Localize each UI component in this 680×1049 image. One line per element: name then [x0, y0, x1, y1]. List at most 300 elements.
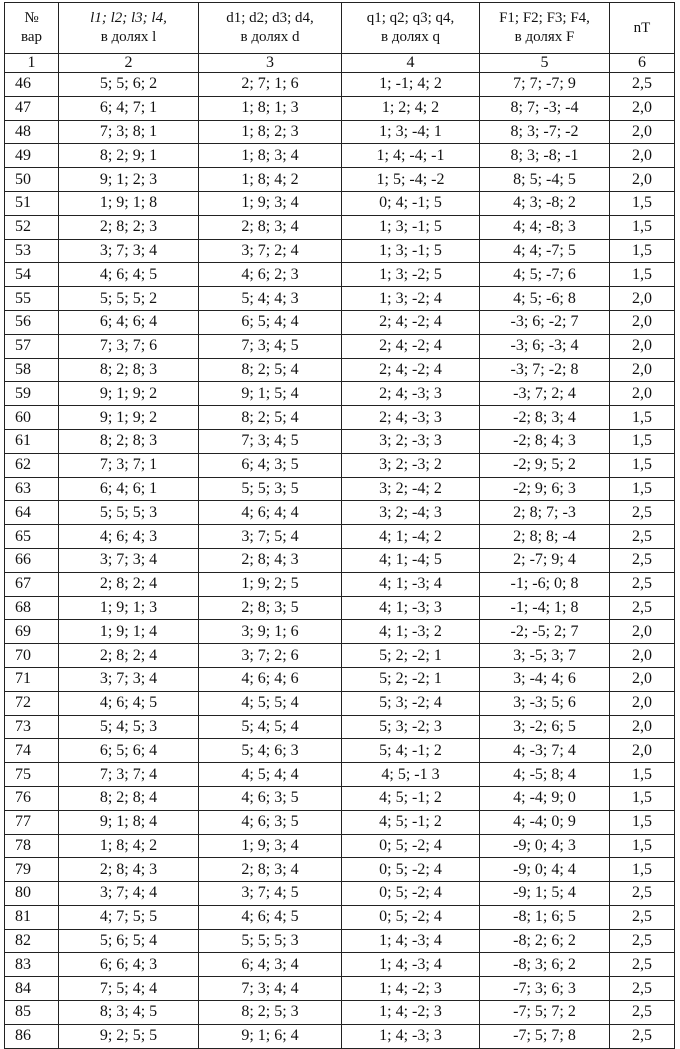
cell-distributed-loads: 2; 4; -3; 3	[342, 382, 480, 406]
cell-variant-number: 62	[5, 453, 59, 477]
cell-lengths: 9; 1; 2; 3	[59, 168, 199, 192]
cell-forces: -9; 1; 5; 4	[480, 882, 610, 906]
cell-forces: -3; 6; -2; 7	[480, 310, 610, 334]
cell-safety-factor: 2,5	[610, 572, 675, 596]
table-row	[5, 1001, 675, 1025]
cell-distributed-loads: 1; 3; -2; 4	[342, 287, 480, 311]
cell-variant-number: 61	[5, 429, 59, 453]
cell-distributed-loads: 4; 1; -3; 3	[342, 596, 480, 620]
table-row	[5, 525, 675, 549]
table-row	[5, 263, 675, 287]
cell-safety-factor: 1,5	[610, 453, 675, 477]
cell-distributed-loads: 1; 4; -2; 3	[342, 1001, 480, 1025]
cell-lengths: 7; 5; 4; 4	[59, 977, 199, 1001]
cell-diameters: 5; 5; 5; 3	[199, 929, 342, 953]
cell-forces: -2; 9; 5; 2	[480, 453, 610, 477]
cell-diameters: 1; 9; 3; 4	[199, 834, 342, 858]
column-number: 1	[5, 54, 59, 73]
cell-safety-factor: 1,5	[610, 810, 675, 834]
cell-lengths: 1; 9; 1; 8	[59, 191, 199, 215]
table-row	[5, 858, 675, 882]
cell-forces: -3; 6; -3; 4	[480, 334, 610, 358]
cell-forces: 3; -3; 5; 6	[480, 691, 610, 715]
cell-diameters: 8; 2; 5; 3	[199, 1001, 342, 1025]
table-row	[5, 810, 675, 834]
cell-variant-number: 85	[5, 1001, 59, 1025]
cell-forces: -2; -5; 2; 7	[480, 620, 610, 644]
cell-distributed-loads: 3; 2; -3; 3	[342, 429, 480, 453]
table-row	[5, 953, 675, 977]
cell-safety-factor: 2,0	[610, 144, 675, 168]
cell-forces: -2; 8; 3; 4	[480, 406, 610, 430]
cell-lengths: 4; 7; 5; 5	[59, 905, 199, 929]
cell-diameters: 6; 4; 3; 5	[199, 453, 342, 477]
cell-variant-number: 68	[5, 596, 59, 620]
cell-diameters: 8; 2; 5; 4	[199, 358, 342, 382]
cell-distributed-loads: 2; 4; -3; 3	[342, 406, 480, 430]
cell-forces: -2; 8; 4; 3	[480, 429, 610, 453]
cell-diameters: 2; 8; 3; 5	[199, 596, 342, 620]
cell-variant-number: 60	[5, 406, 59, 430]
cell-diameters: 9; 1; 6; 4	[199, 1024, 342, 1048]
cell-diameters: 4; 6; 4; 4	[199, 501, 342, 525]
header-distributed-loads	[342, 3, 480, 54]
cell-safety-factor: 1,5	[610, 477, 675, 501]
cell-distributed-loads: 0; 4; -1; 5	[342, 191, 480, 215]
cell-lengths: 2; 8; 2; 4	[59, 572, 199, 596]
cell-variant-number: 56	[5, 310, 59, 334]
cell-variant-number: 55	[5, 287, 59, 311]
cell-safety-factor: 2,5	[610, 1024, 675, 1048]
table-row	[5, 168, 675, 192]
cell-forces: 4; 3; -8; 2	[480, 191, 610, 215]
cell-safety-factor: 2,0	[610, 667, 675, 691]
cell-safety-factor: 2,0	[610, 739, 675, 763]
cell-safety-factor: 2,5	[610, 953, 675, 977]
cell-forces: 2; 8; 7; -3	[480, 501, 610, 525]
cell-variant-number: 53	[5, 239, 59, 263]
cell-lengths: 4; 6; 4; 5	[59, 263, 199, 287]
cell-forces: 2; -7; 9; 4	[480, 548, 610, 572]
cell-lengths: 7; 3; 7; 6	[59, 334, 199, 358]
table-header	[5, 3, 675, 73]
cell-lengths: 6; 4; 6; 1	[59, 477, 199, 501]
cell-distributed-loads: 1; 2; 4; 2	[342, 96, 480, 120]
cell-diameters: 4; 6; 3; 5	[199, 786, 342, 810]
cell-variant-number: 57	[5, 334, 59, 358]
cell-diameters: 4; 5; 5; 4	[199, 691, 342, 715]
cell-distributed-loads: 0; 5; -2; 4	[342, 882, 480, 906]
cell-lengths: 6; 5; 6; 4	[59, 739, 199, 763]
table-row	[5, 501, 675, 525]
cell-safety-factor: 1,5	[610, 239, 675, 263]
cell-variant-number: 72	[5, 691, 59, 715]
cell-forces: 4; 5; -7; 6	[480, 263, 610, 287]
cell-distributed-loads: 3; 2; -3; 2	[342, 453, 480, 477]
cell-safety-factor: 2,0	[610, 382, 675, 406]
cell-diameters: 3; 7; 2; 6	[199, 644, 342, 668]
cell-distributed-loads: 2; 4; -2; 4	[342, 334, 480, 358]
cell-diameters: 2; 8; 3; 4	[199, 215, 342, 239]
table-row	[5, 477, 675, 501]
cell-distributed-loads: 2; 4; -2; 4	[342, 358, 480, 382]
cell-variant-number: 46	[5, 73, 59, 97]
cell-forces: 7; 7; -7; 9	[480, 73, 610, 97]
cell-safety-factor: 2,5	[610, 525, 675, 549]
cell-distributed-loads: 1; 5; -4; -2	[342, 168, 480, 192]
table-row	[5, 287, 675, 311]
cell-lengths: 5; 5; 6; 2	[59, 73, 199, 97]
table-row	[5, 905, 675, 929]
header-diameters-line2: в долях d	[240, 29, 300, 45]
header-forces	[480, 3, 610, 54]
cell-safety-factor: 2,5	[610, 882, 675, 906]
cell-safety-factor: 2,0	[610, 715, 675, 739]
cell-variant-number: 48	[5, 120, 59, 144]
cell-forces: 2; 8; 8; -4	[480, 525, 610, 549]
cell-distributed-loads: 1; 3; -1; 5	[342, 239, 480, 263]
cell-distributed-loads: 0; 5; -2; 4	[342, 858, 480, 882]
cell-variant-number: 47	[5, 96, 59, 120]
cell-lengths: 3; 7; 3; 4	[59, 548, 199, 572]
cell-diameters: 1; 8; 3; 4	[199, 144, 342, 168]
cell-safety-factor: 2,0	[610, 310, 675, 334]
cell-diameters: 1; 9; 2; 5	[199, 572, 342, 596]
table-row	[5, 882, 675, 906]
cell-distributed-loads: 1; 4; -2; 3	[342, 977, 480, 1001]
table-row	[5, 191, 675, 215]
cell-diameters: 1; 8; 2; 3	[199, 120, 342, 144]
table-row	[5, 572, 675, 596]
cell-diameters: 5; 4; 5; 4	[199, 715, 342, 739]
cell-safety-factor: 2,0	[610, 691, 675, 715]
cell-distributed-loads: 1; 4; -3; 4	[342, 953, 480, 977]
header-variant-line2: вар	[20, 29, 43, 45]
cell-variant-number: 69	[5, 620, 59, 644]
cell-safety-factor: 1,5	[610, 786, 675, 810]
table-row	[5, 334, 675, 358]
cell-diameters: 7; 3; 4; 4	[199, 977, 342, 1001]
cell-forces: -1; -4; 1; 8	[480, 596, 610, 620]
cell-safety-factor: 1,5	[610, 429, 675, 453]
table-row	[5, 73, 675, 97]
cell-safety-factor: 2,0	[610, 358, 675, 382]
column-number: 5	[480, 54, 610, 73]
variants-table	[4, 2, 675, 1049]
cell-safety-factor: 2,0	[610, 334, 675, 358]
cell-diameters: 7; 3; 4; 5	[199, 334, 342, 358]
cell-variant-number: 49	[5, 144, 59, 168]
cell-distributed-loads: 4; 1; -3; 4	[342, 572, 480, 596]
column-number-row	[5, 54, 675, 73]
cell-safety-factor: 2,0	[610, 644, 675, 668]
cell-forces: 4; -4; 0; 9	[480, 810, 610, 834]
cell-distributed-loads: 5; 2; -2; 1	[342, 667, 480, 691]
cell-diameters: 3; 9; 1; 6	[199, 620, 342, 644]
cell-lengths: 5; 5; 5; 2	[59, 287, 199, 311]
cell-forces: -9; 0; 4; 3	[480, 834, 610, 858]
cell-distributed-loads: 4; 5; -1 3	[342, 763, 480, 787]
cell-lengths: 9; 1; 9; 2	[59, 406, 199, 430]
cell-forces: -8; 2; 6; 2	[480, 929, 610, 953]
table-body	[5, 73, 675, 1049]
cell-lengths: 2; 8; 2; 4	[59, 644, 199, 668]
cell-distributed-loads: 5; 2; -2; 1	[342, 644, 480, 668]
cell-safety-factor: 1,5	[610, 263, 675, 287]
cell-lengths: 2; 8; 2; 3	[59, 215, 199, 239]
table-row	[5, 1024, 675, 1048]
header-diameters-line1: d1; d2; d3; d4,	[226, 10, 314, 26]
cell-variant-number: 83	[5, 953, 59, 977]
cell-lengths: 8; 2; 8; 3	[59, 429, 199, 453]
table-row	[5, 358, 675, 382]
cell-distributed-loads: 5; 3; -2; 3	[342, 715, 480, 739]
cell-variant-number: 65	[5, 525, 59, 549]
cell-diameters: 6; 4; 3; 4	[199, 953, 342, 977]
cell-variant-number: 84	[5, 977, 59, 1001]
cell-safety-factor: 2,5	[610, 596, 675, 620]
cell-variant-number: 77	[5, 810, 59, 834]
cell-forces: -7; 5; 7; 2	[480, 1001, 610, 1025]
table-row	[5, 596, 675, 620]
cell-forces: 4; -3; 7; 4	[480, 739, 610, 763]
table-row	[5, 144, 675, 168]
header-lengths	[59, 3, 199, 54]
cell-forces: 3; -5; 3; 7	[480, 644, 610, 668]
cell-lengths: 1; 8; 4; 2	[59, 834, 199, 858]
table-row	[5, 120, 675, 144]
cell-diameters: 5; 4; 6; 3	[199, 739, 342, 763]
cell-diameters: 9; 1; 5; 4	[199, 382, 342, 406]
cell-safety-factor: 2,5	[610, 73, 675, 97]
column-number: 6	[610, 54, 675, 73]
cell-diameters: 1; 8; 1; 3	[199, 96, 342, 120]
table-row	[5, 239, 675, 263]
header-loads-line1: q1; q2; q3; q4,	[366, 10, 455, 26]
table-row	[5, 310, 675, 334]
cell-distributed-loads: 3; 2; -4; 2	[342, 477, 480, 501]
cell-forces: -7; 3; 6; 3	[480, 977, 610, 1001]
cell-distributed-loads: 0; 5; -2; 4	[342, 905, 480, 929]
cell-forces: -8; 1; 6; 5	[480, 905, 610, 929]
cell-lengths: 7; 3; 7; 4	[59, 763, 199, 787]
cell-variant-number: 59	[5, 382, 59, 406]
header-safety-line1: nT	[633, 19, 651, 36]
cell-safety-factor: 2,0	[610, 120, 675, 144]
cell-variant-number: 58	[5, 358, 59, 382]
cell-forces: -1; -6; 0; 8	[480, 572, 610, 596]
cell-variant-number: 51	[5, 191, 59, 215]
table-row	[5, 406, 675, 430]
cell-variant-number: 75	[5, 763, 59, 787]
table-row	[5, 739, 675, 763]
cell-variant-number: 78	[5, 834, 59, 858]
cell-safety-factor: 2,5	[610, 929, 675, 953]
cell-forces: 8; 5; -4; 5	[480, 168, 610, 192]
cell-distributed-loads: 5; 4; -1; 2	[342, 739, 480, 763]
cell-variant-number: 79	[5, 858, 59, 882]
header-forces-line1: F1; F2; F3; F4,	[499, 10, 590, 26]
cell-diameters: 3; 7; 2; 4	[199, 239, 342, 263]
table-row	[5, 429, 675, 453]
cell-safety-factor: 1,5	[610, 406, 675, 430]
cell-forces: 8; 3; -7; -2	[480, 120, 610, 144]
cell-distributed-loads: 1; 4; -4; -1	[342, 144, 480, 168]
cell-diameters: 2; 8; 4; 3	[199, 548, 342, 572]
cell-diameters: 8; 2; 5; 4	[199, 406, 342, 430]
cell-diameters: 3; 7; 5; 4	[199, 525, 342, 549]
cell-distributed-loads: 1; -1; 4; 2	[342, 73, 480, 97]
cell-distributed-loads: 0; 5; -2; 4	[342, 834, 480, 858]
header-safety-factor	[610, 3, 675, 54]
cell-distributed-loads: 1; 3; -1; 5	[342, 215, 480, 239]
cell-safety-factor: 2,5	[610, 548, 675, 572]
table-row	[5, 786, 675, 810]
header-variant-line1: №	[24, 10, 39, 26]
cell-lengths: 8; 3; 4; 5	[59, 1001, 199, 1025]
cell-lengths: 7; 3; 8; 1	[59, 120, 199, 144]
table-row	[5, 548, 675, 572]
table-row	[5, 644, 675, 668]
table-row	[5, 977, 675, 1001]
cell-diameters: 4; 6; 3; 5	[199, 810, 342, 834]
cell-forces: -3; 7; 2; 4	[480, 382, 610, 406]
cell-variant-number: 86	[5, 1024, 59, 1048]
cell-safety-factor: 2,5	[610, 905, 675, 929]
cell-diameters: 2; 7; 1; 6	[199, 73, 342, 97]
cell-lengths: 5; 6; 5; 4	[59, 929, 199, 953]
cell-lengths: 8; 2; 8; 4	[59, 786, 199, 810]
table-row	[5, 96, 675, 120]
cell-variant-number: 76	[5, 786, 59, 810]
header-lengths-line1: l1; l2; l3; l4,	[90, 10, 167, 26]
cell-variant-number: 73	[5, 715, 59, 739]
cell-distributed-loads: 1; 4; -3; 3	[342, 1024, 480, 1048]
table-row	[5, 620, 675, 644]
cell-lengths: 5; 5; 5; 3	[59, 501, 199, 525]
cell-forces: 4; 4; -8; 3	[480, 215, 610, 239]
cell-distributed-loads: 1; 4; -3; 4	[342, 929, 480, 953]
cell-lengths: 1; 9; 1; 4	[59, 620, 199, 644]
cell-distributed-loads: 5; 3; -2; 4	[342, 691, 480, 715]
column-number: 2	[59, 54, 199, 73]
cell-diameters: 4; 6; 4; 5	[199, 905, 342, 929]
header-row	[5, 3, 675, 54]
cell-variant-number: 80	[5, 882, 59, 906]
cell-distributed-loads: 1; 3; -4; 1	[342, 120, 480, 144]
cell-safety-factor: 2,0	[610, 96, 675, 120]
table-row	[5, 834, 675, 858]
cell-distributed-loads: 4; 1; -4; 5	[342, 548, 480, 572]
cell-forces: -9; 0; 4; 4	[480, 858, 610, 882]
cell-forces: 3; -2; 6; 5	[480, 715, 610, 739]
cell-variant-number: 81	[5, 905, 59, 929]
header-variant-number	[5, 3, 59, 54]
cell-lengths: 2; 8; 4; 3	[59, 858, 199, 882]
cell-lengths: 1; 9; 1; 3	[59, 596, 199, 620]
cell-distributed-loads: 4; 5; -1; 2	[342, 810, 480, 834]
cell-diameters: 4; 6; 4; 6	[199, 667, 342, 691]
cell-lengths: 8; 2; 8; 3	[59, 358, 199, 382]
cell-forces: 4; 4; -7; 5	[480, 239, 610, 263]
cell-safety-factor: 2,0	[610, 287, 675, 311]
cell-lengths: 8; 2; 9; 1	[59, 144, 199, 168]
cell-lengths: 6; 4; 7; 1	[59, 96, 199, 120]
cell-variant-number: 50	[5, 168, 59, 192]
cell-variant-number: 71	[5, 667, 59, 691]
cell-distributed-loads: 3; 2; -4; 3	[342, 501, 480, 525]
cell-safety-factor: 1,5	[610, 834, 675, 858]
cell-lengths: 4; 6; 4; 3	[59, 525, 199, 549]
cell-forces: 8; 7; -3; -4	[480, 96, 610, 120]
table-row	[5, 691, 675, 715]
column-number: 4	[342, 54, 480, 73]
cell-distributed-loads: 4; 1; -3; 2	[342, 620, 480, 644]
table-row	[5, 382, 675, 406]
cell-diameters: 2; 8; 3; 4	[199, 858, 342, 882]
table-row	[5, 763, 675, 787]
cell-distributed-loads: 4; 5; -1; 2	[342, 786, 480, 810]
cell-safety-factor: 1,5	[610, 191, 675, 215]
cell-variant-number: 54	[5, 263, 59, 287]
cell-distributed-loads: 2; 4; -2; 4	[342, 310, 480, 334]
cell-forces: 4; -4; 9; 0	[480, 786, 610, 810]
cell-variant-number: 64	[5, 501, 59, 525]
cell-safety-factor: 1,5	[610, 858, 675, 882]
cell-forces: -8; 3; 6; 2	[480, 953, 610, 977]
header-forces-line2: в долях F	[514, 29, 575, 45]
cell-safety-factor: 2,5	[610, 977, 675, 1001]
cell-variant-number: 67	[5, 572, 59, 596]
cell-forces: 4; 5; -6; 8	[480, 287, 610, 311]
cell-diameters: 1; 8; 4; 2	[199, 168, 342, 192]
cell-safety-factor: 1,5	[610, 215, 675, 239]
cell-distributed-loads: 4; 1; -4; 2	[342, 525, 480, 549]
cell-forces: -7; 5; 7; 8	[480, 1024, 610, 1048]
cell-lengths: 9; 1; 8; 4	[59, 810, 199, 834]
cell-safety-factor: 2,5	[610, 501, 675, 525]
table-row	[5, 929, 675, 953]
cell-diameters: 3; 7; 4; 5	[199, 882, 342, 906]
cell-forces: 8; 3; -8; -1	[480, 144, 610, 168]
cell-lengths: 7; 3; 7; 1	[59, 453, 199, 477]
cell-forces: -2; 9; 6; 3	[480, 477, 610, 501]
header-loads-line2: в долях q	[381, 29, 440, 45]
cell-variant-number: 74	[5, 739, 59, 763]
cell-diameters: 6; 5; 4; 4	[199, 310, 342, 334]
cell-diameters: 5; 4; 4; 3	[199, 287, 342, 311]
cell-diameters: 7; 3; 4; 5	[199, 429, 342, 453]
cell-lengths: 3; 7; 3; 4	[59, 239, 199, 263]
cell-diameters: 4; 5; 4; 4	[199, 763, 342, 787]
cell-forces: -3; 7; -2; 8	[480, 358, 610, 382]
table-row	[5, 215, 675, 239]
cell-variant-number: 82	[5, 929, 59, 953]
cell-distributed-loads: 1; 3; -2; 5	[342, 263, 480, 287]
header-lengths-line2: в долях l	[100, 29, 157, 45]
cell-lengths: 3; 7; 3; 4	[59, 667, 199, 691]
cell-lengths: 9; 1; 9; 2	[59, 382, 199, 406]
cell-safety-factor: 2,5	[610, 1001, 675, 1025]
cell-lengths: 4; 6; 4; 5	[59, 691, 199, 715]
cell-variant-number: 70	[5, 644, 59, 668]
cell-forces: 4; -5; 8; 4	[480, 763, 610, 787]
cell-diameters: 4; 6; 2; 3	[199, 263, 342, 287]
table-row	[5, 667, 675, 691]
cell-forces: 3; -4; 4; 6	[480, 667, 610, 691]
cell-diameters: 5; 5; 3; 5	[199, 477, 342, 501]
cell-lengths: 5; 4; 5; 3	[59, 715, 199, 739]
